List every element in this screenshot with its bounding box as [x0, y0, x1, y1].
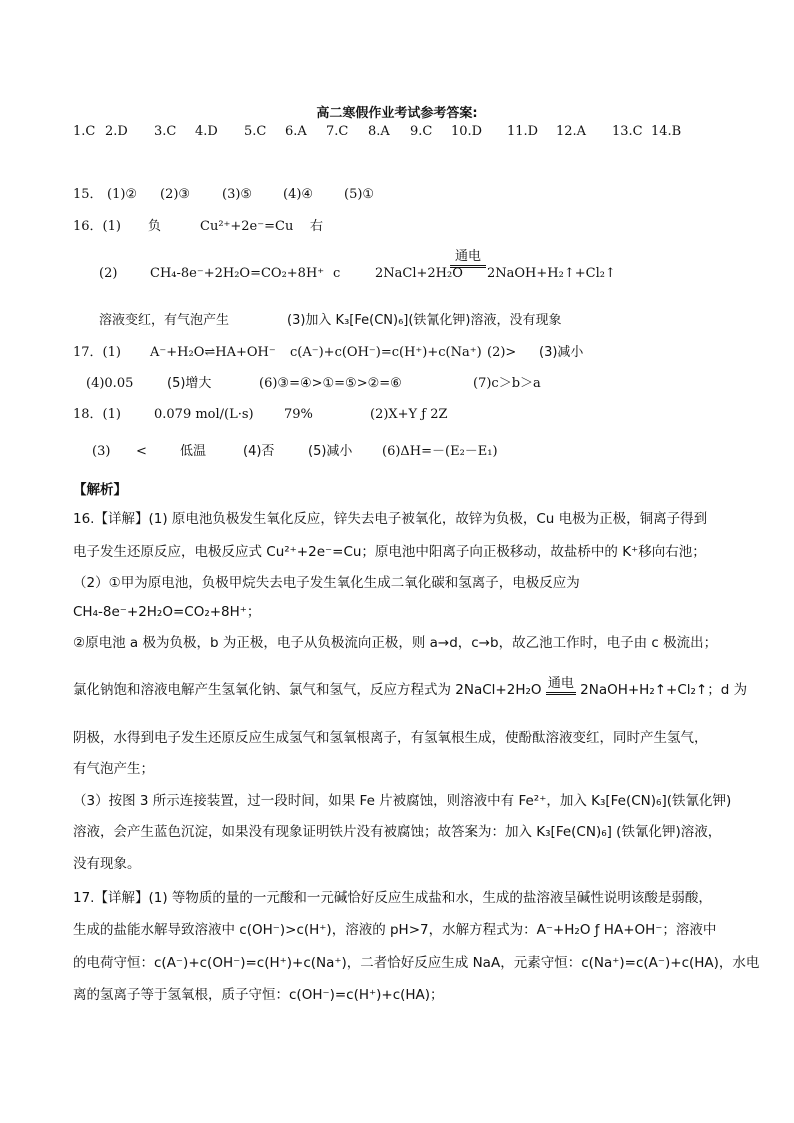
answer-item: 79%	[284, 407, 313, 422]
answer-item: (6)ΔH=－(E₂－E₁)	[382, 444, 498, 459]
equation-right: 2NaOH+H₂↑+Cl₂↑	[487, 266, 616, 281]
answer-item: (3)加入 K₃[Fe(CN)₆](铁氰化钾)溶液，没有现象	[287, 313, 562, 328]
answer-item: (7)c＞b＞a	[473, 376, 541, 391]
answer-item: (2)③	[160, 187, 191, 202]
analysis-line: （2）①甲为原电池，负极甲烷失去电子发生氧化生成二氧化碳和氢离子，电极反应为	[73, 575, 580, 591]
answer-item: c	[333, 266, 341, 281]
mc-answer: 11.D	[507, 124, 539, 139]
answer-item: (2)X+Y ƒ 2Z	[370, 407, 448, 422]
mc-answer: 14.B	[651, 124, 682, 139]
answer-item: A⁻+H₂O⇌HA+OH⁻	[150, 345, 276, 360]
mc-answer: 13.C	[612, 124, 643, 139]
mc-answer: 9.C	[410, 124, 433, 139]
answer-item: c(A⁻)+c(OH⁻)=c(H⁺)+c(Na⁺)	[290, 345, 482, 360]
answer-item: 右	[310, 219, 324, 234]
mc-answer: 4.D	[195, 124, 218, 139]
analysis-line: 有气泡产生；	[73, 761, 154, 777]
question-number: 16．(1)	[73, 219, 121, 234]
condition-text: 通电	[547, 676, 574, 691]
analysis-line	[73, 676, 748, 699]
answer-item: 负	[148, 219, 162, 234]
answer-item: 0.079 mol/(L·s)	[154, 407, 254, 422]
analysis-line: （3）按图 3 所示连接装置，过一段时间，如果 Fe 片被腐蚀，则溶液中有 Fe²⁺，加入 K₃[Fe(CN)₆](铁氰化钾)	[73, 793, 732, 809]
mc-answer: 10.D	[451, 124, 483, 139]
analysis-line: 离的氢离子等于氢氧根，质子守恒：c(OH⁻)=c(H⁺)+c(HA)；	[73, 987, 444, 1003]
analysis-text: 氯化钠饱和溶液电解产生氢氧化钠、氯气和氢气，反应方程式为 2NaCl+2H₂O	[73, 682, 542, 698]
answer-item: (5)①	[344, 187, 375, 202]
analysis-line: ②原电池 a 极为负极，b 为正极，电子从负极流向正极，则 a→d，c→b，故乙池工作时，电子由 c 极流出；	[73, 635, 718, 651]
analysis-line: 溶液，会产生蓝色沉淀，如果没有现象证明铁片没有被腐蚀；故答案为：加入 K₃[Fe(CN)₆] (铁氰化钾)溶液，	[73, 824, 722, 840]
answer-item: Cu²⁺+2e⁻=Cu	[200, 219, 294, 234]
answer-item: (3)⑤	[222, 187, 253, 202]
answer-item: (4)否	[243, 444, 275, 459]
reaction-condition	[546, 677, 576, 695]
analysis-line: 的电荷守恒：c(A⁻)+c(OH⁻)=c(H⁺)+c(Na⁺)，二者恰好反应生成 NaA，元素守恒：c(Na⁺)=c(A⁻)+c(HA)，水电	[73, 955, 760, 971]
answer-item: (5)增大	[167, 376, 212, 391]
equals-bar	[450, 265, 486, 268]
equation-left: 2NaCl+2H₂O	[375, 266, 463, 281]
answer-item: (4)0.05	[86, 376, 134, 391]
answer-item: 溶液变红，有气泡产生	[99, 313, 230, 328]
analysis-line: 阴极，水得到电子发生还原反应生成氢气和氢氧根离子，有氢氧根生成，使酚酞溶液变红，同时产生氢气，	[73, 730, 708, 746]
analysis-text: 2NaOH+H₂↑+Cl₂↑；d 为	[580, 682, 748, 698]
answer-item: <	[136, 444, 147, 459]
analysis-line: 17.【详解】(1) 等物质的量的一元酸和一元碱恰好反应生成盐和水，生成的盐溶液呈碱性说明该酸是弱酸，	[73, 890, 712, 906]
condition-text: 通电	[454, 249, 481, 264]
analysis-line: 生成的盐能水解导致溶液中 c(OH⁻)>c(H⁺)，溶液的 pH>7，水解方程式为：A⁻+H₂O ƒ HA+OH⁻；溶液中	[73, 922, 717, 938]
reaction-condition	[450, 250, 486, 268]
mc-answer: 2.D	[105, 124, 128, 139]
mc-answer: 12.A	[556, 124, 587, 139]
mc-answer: 1.C	[73, 124, 96, 139]
answer-item: (2)>	[487, 345, 517, 360]
analysis-line: CH₄-8e⁻+2H₂O=CO₂+8H⁺；	[73, 604, 261, 620]
part-label: (2)	[99, 266, 118, 281]
question-number: 17．(1)	[73, 345, 121, 360]
mc-answer: 6.A	[285, 124, 307, 139]
answer-item: (6)③=④>①=⑤>②=⑥	[259, 376, 402, 391]
mc-answer: 5.C	[244, 124, 267, 139]
analysis-line: 电子发生还原反应，电极反应式 Cu²⁺+2e⁻=Cu；原电池中阳离子向正极移动，故盐桥中的 K⁺移向右池；	[73, 544, 706, 560]
equals-bar	[546, 692, 576, 695]
mc-answer: 7.C	[326, 124, 349, 139]
answer-item: (1)②	[107, 187, 138, 202]
page-title: 高二寒假作业考试参考答案:	[316, 106, 478, 121]
answer-item: (5)减小	[308, 444, 353, 459]
answer-item: 低温	[180, 444, 207, 459]
analysis-heading: 【解析】	[73, 482, 127, 498]
question-number: 18．(1)	[73, 407, 121, 422]
mc-answer: 3.C	[154, 124, 177, 139]
answer-item: CH₄-8e⁻+2H₂O=CO₂+8H⁺	[150, 266, 325, 281]
answer-item: (3)减小	[539, 345, 584, 360]
analysis-line: 16.【详解】(1) 原电池负极发生氧化反应，锌失去电子被氧化，故锌为负极，Cu 电极为正极，铜离子得到	[73, 511, 708, 527]
mc-answer: 8.A	[368, 124, 390, 139]
answer-item: (4)④	[283, 187, 314, 202]
question-number: 15．	[73, 187, 103, 202]
part-label: (3)	[92, 444, 111, 459]
analysis-line: 没有现象。	[73, 856, 141, 872]
